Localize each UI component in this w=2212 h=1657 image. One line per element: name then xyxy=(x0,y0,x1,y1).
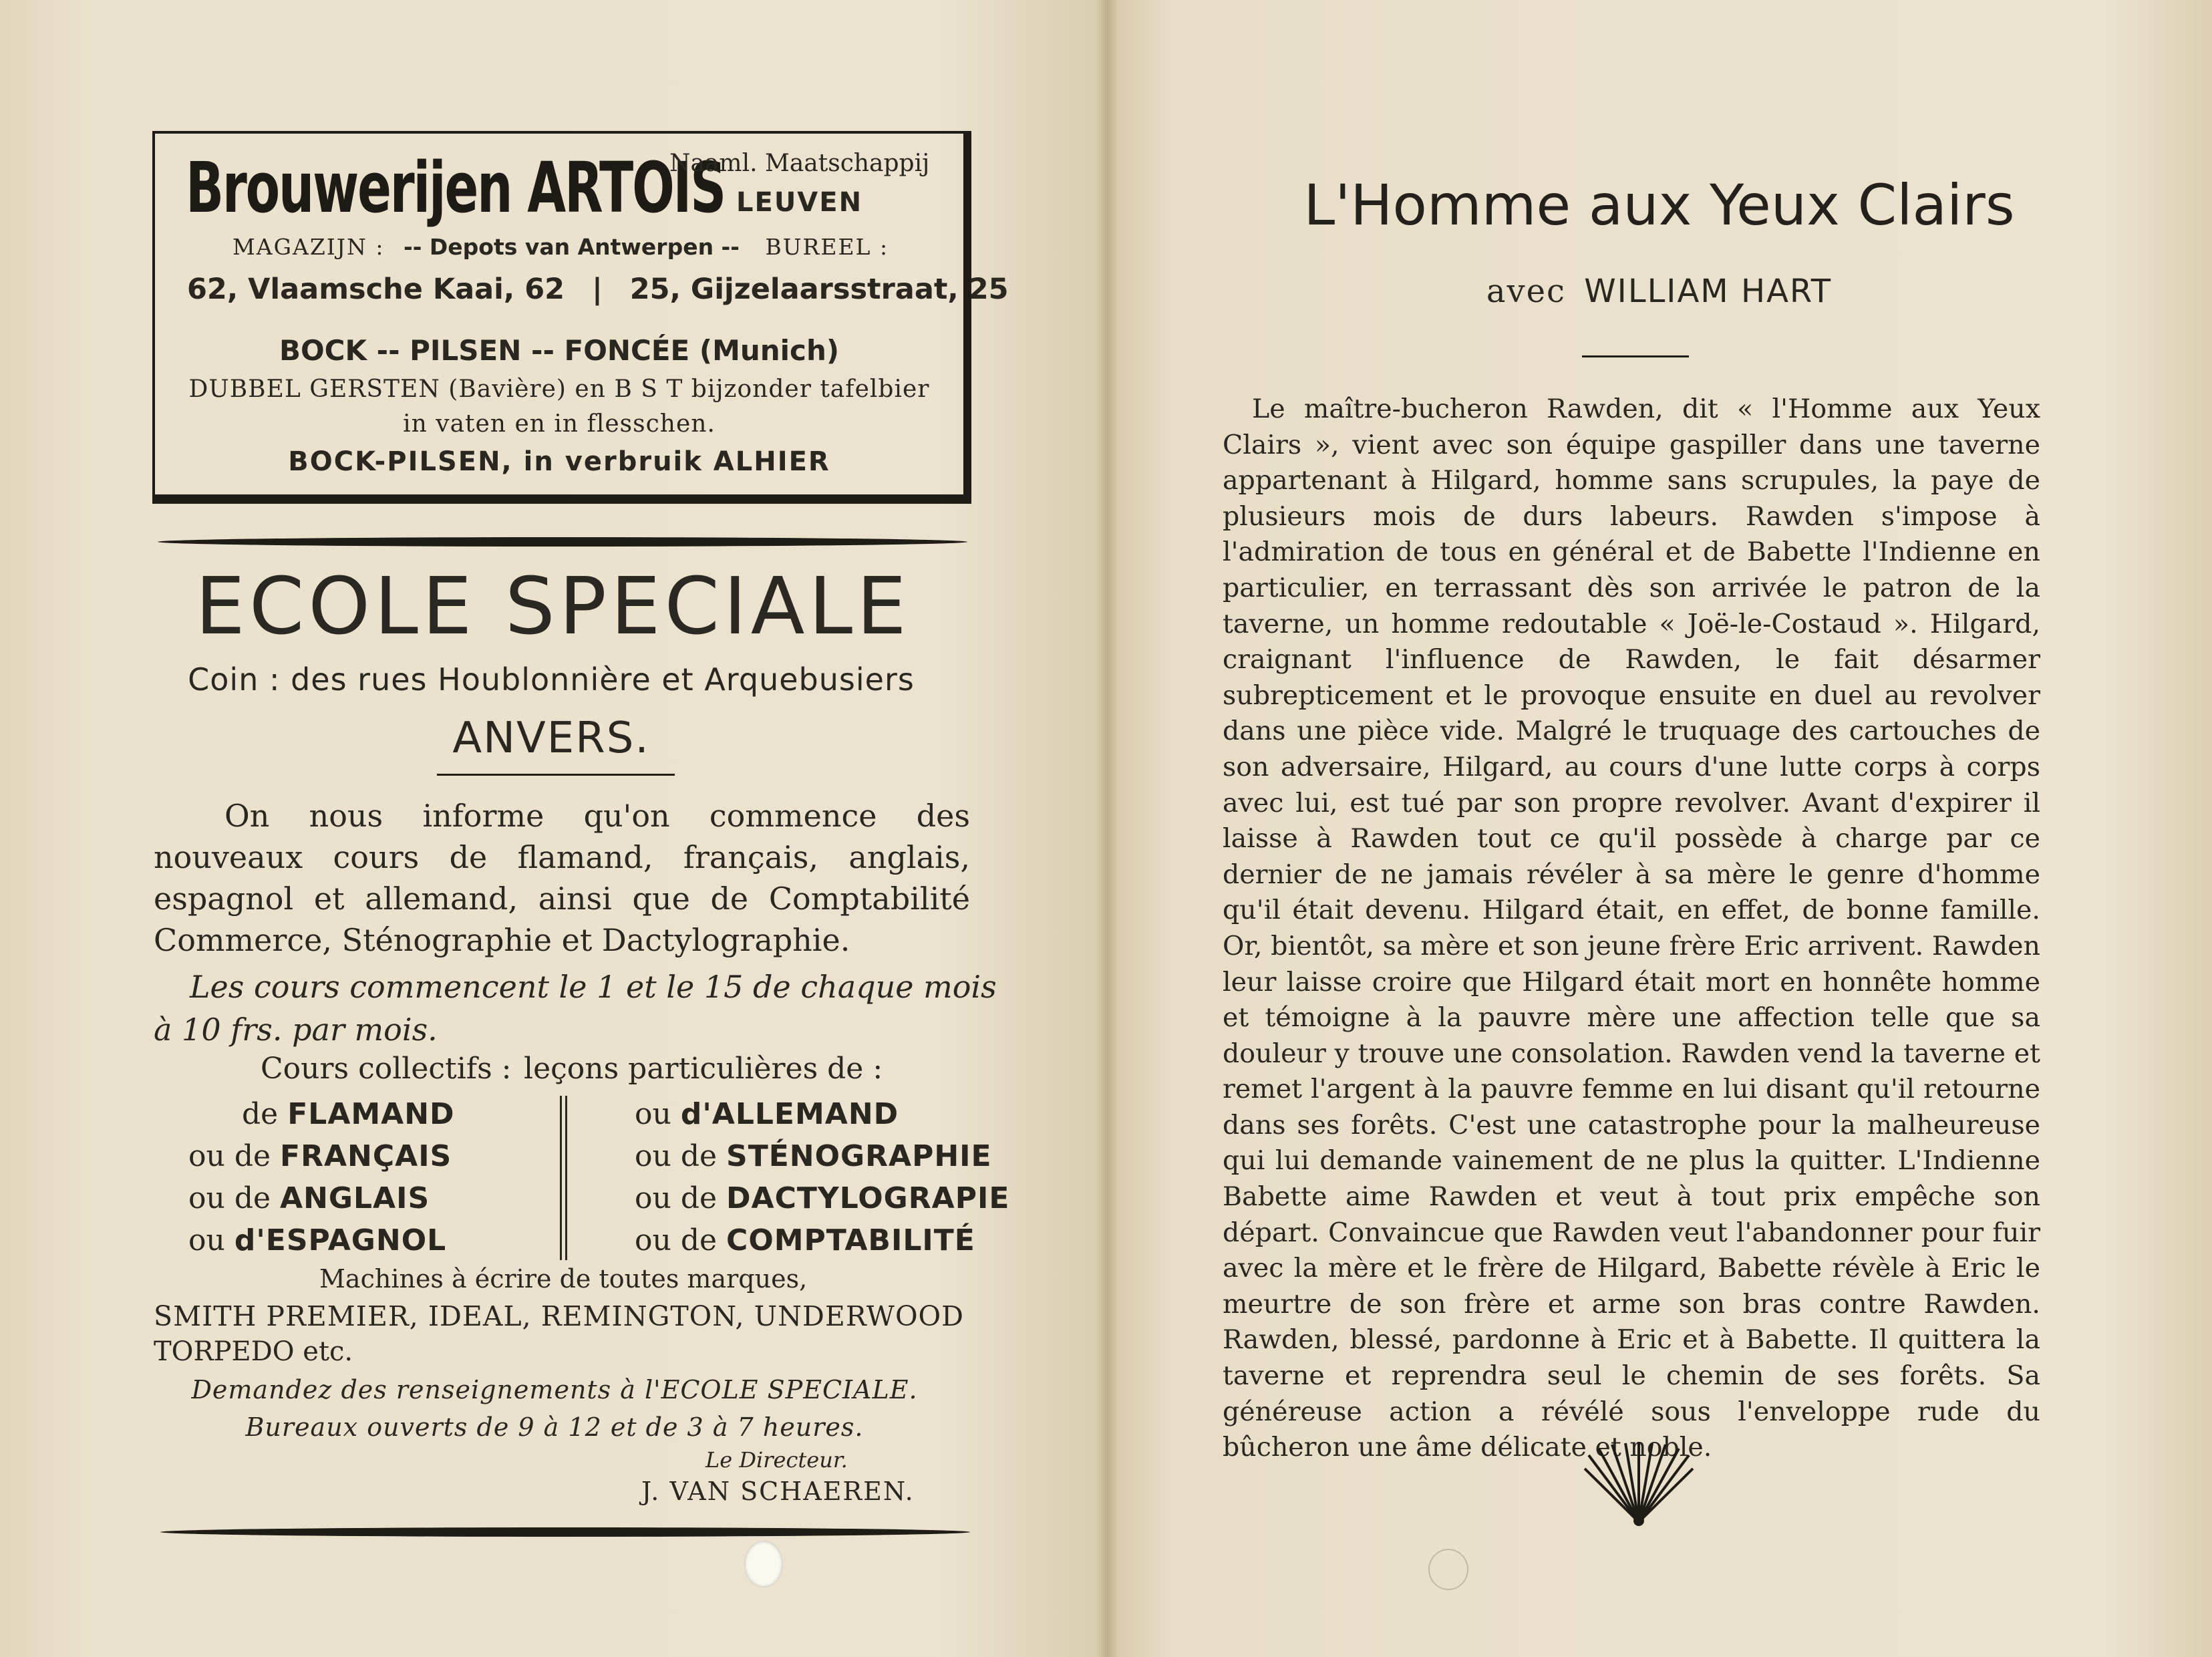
artois-dubbel-line: DUBBEL GERSTEN (Bavière) en B S T bijzonder tafelbier xyxy=(188,375,930,403)
machines-line-3: TORPEDO etc. xyxy=(154,1336,353,1367)
bureaux-line: Bureaux ouverts de 9 à 12 et de 3 à 7 heures. xyxy=(245,1412,864,1442)
artois-brand: Brouwerijen ARTOIS xyxy=(186,147,726,229)
address-magazijn: 62, Vlaamsche Kaai, 62 xyxy=(187,273,565,306)
course-divider-2 xyxy=(565,1096,567,1260)
ecole-address: Coin : des rues Houblonnière et Arquebusiers xyxy=(188,661,915,698)
title-underline xyxy=(1582,355,1689,357)
binding-hole xyxy=(744,1541,783,1588)
directeur-name: J. VAN SCHAEREN. xyxy=(641,1477,915,1506)
course-item: ou d'ALLEMAND xyxy=(635,1097,899,1131)
course-item: ou d'ESPAGNOL xyxy=(188,1223,447,1257)
fleuron-ornament xyxy=(1582,1442,1696,1529)
subtitle-name: WILLIAM HART xyxy=(1584,273,1833,310)
course-item: ou de DACTYLOGRAPIE xyxy=(635,1181,1010,1215)
ecole-title: ECOLE SPECIALE xyxy=(195,560,911,652)
article-paragraph: Le maître-bucheron Rawden, dit « l'Homme aux Yeux Clairs », vient avec son équipe gaspiller dans une taverne appartenant à Hilgard, homme sans scrupules, la paye de plusieurs mois de durs labeurs. Rawden s'impose à l'admiration de tous en général et de Babette l'Indienne en particulier, en terrassant dès son arrivée le patron de la taverne, un homme redoutable « Joë-le-Costaud ». Hilgard, craignant l'influence de Rawden, le fait désarmer subrepticement et le provoque ensuite en duel au revolver dans une pièce vide. Malgré le truquage des cartouches de son adversaire, Hilgard, au cours d'une lutte corps à corps avec lui, est tué par son propre revolver. Avant d'expirer il laisse à Rawden tout ce qu'il possède à charge par ce dernier de ne jamais révéler à sa mère le genre d'homme qu'il était devenu. Hilgard était, en effet, de bonne famille. Or, bientôt, sa mère et son jeune frère Eric arrivent. Rawden leur laisse croire que Hilgard était mort en honnête homme et témoigne à la pauvre mère une affection telle que sa douleur y trouve une consolation. Rawden vend la taverne et remet l'argent à la pauvre femme en lui disant qu'il retourne dans ses forêts. C'est une catastrophe pour la malheureuse qui lui demande vainement de ne plus la quitter. L'Indienne Babette aime Rawden et veut à tout prix empêche son départ. Convaincue que Rawden veut l'abandonner pour fuir avec la mère et le frère de Hilgard, Babette révèle à Eric le meurtre de son frère et arme son bras contre Rawden. Rawden, blessé, pardonne à Eric et à Babette. Il quittera la taverne et reprendra seul le chemin de ses forêts. Sa généreuse action a révélé sous l'enveloppe rude du bûcheron une âme délicate et noble. xyxy=(1223,394,2040,1463)
artois-vaten-line: in vaten en in flesschen. xyxy=(403,410,716,438)
top-rule xyxy=(158,537,967,547)
artois-ad-box xyxy=(152,131,1009,504)
course-divider xyxy=(560,1096,562,1260)
directeur-label: Le Directeur. xyxy=(705,1447,848,1473)
binding-hole-shadow xyxy=(1428,1549,1468,1590)
article-title: L'Homme aux Yeux Clairs xyxy=(1303,172,2015,238)
demandez-line: Demandez des renseignements à l'ECOLE SPECIALE. xyxy=(191,1375,918,1404)
subtitle-prefix: avec xyxy=(1486,273,1566,310)
artois-beers: BOCK -- PILSEN -- FONCÉE (Munich) xyxy=(279,334,840,367)
particulieres-heading: leçons particulières de : xyxy=(524,1052,883,1086)
book-gutter xyxy=(1096,0,1118,1657)
schedule-line-2: à 10 frs. par mois. xyxy=(154,1012,438,1048)
left-course-list xyxy=(188,1093,549,1261)
course-item: ou de STÉNOGRAPHIE xyxy=(635,1139,992,1173)
depots-text: -- Depots van Antwerpen -- xyxy=(404,234,740,260)
artois-verbruik-line: BOCK-PILSEN, in verbruik ALHIER xyxy=(288,446,830,477)
address-separator: | xyxy=(592,273,603,306)
bottom-rule xyxy=(160,1527,970,1537)
magazijn-label: MAGAZIJN : xyxy=(232,234,385,260)
artois-depots-line xyxy=(232,234,901,260)
artois-address-line xyxy=(187,273,1009,306)
artois-city: LEUVEN xyxy=(736,187,863,218)
schedule-line-1: Les cours commencent le 1 et le 15 de chaque mois xyxy=(190,969,997,1005)
machines-line-1: Machines à écrire de toutes marques, xyxy=(319,1264,808,1294)
course-item: de FLAMAND xyxy=(242,1097,455,1131)
ecole-intro: On nous informe qu'on commence des nouveaux cours de flamand, français, anglais, espagnol et allemand, ainsi que de Comptabilité Commerce, Sténographie et Dactylographie. xyxy=(154,798,970,958)
artois-company-type: Naaml. Maatschappij xyxy=(669,150,930,177)
bureel-label: BUREEL : xyxy=(765,234,889,260)
article-body xyxy=(1223,392,2040,1466)
course-item: ou de FRANÇAIS xyxy=(188,1139,452,1173)
article-subtitle xyxy=(1106,273,2212,310)
course-item: ou de COMPTABILITÉ xyxy=(635,1223,975,1257)
course-item: ou de ANGLAIS xyxy=(188,1181,430,1215)
address-bureel: 25, Gijzelaarsstraat, 25 xyxy=(629,273,1009,306)
machines-line-2: SMITH PREMIER, IDEAL, REMINGTON, UNDERWOOD xyxy=(154,1300,965,1332)
ecole-city: ANVERS. xyxy=(452,714,650,763)
collectifs-heading: Cours collectifs : xyxy=(261,1052,512,1086)
right-course-list xyxy=(635,1093,1010,1261)
city-underline xyxy=(437,774,675,776)
